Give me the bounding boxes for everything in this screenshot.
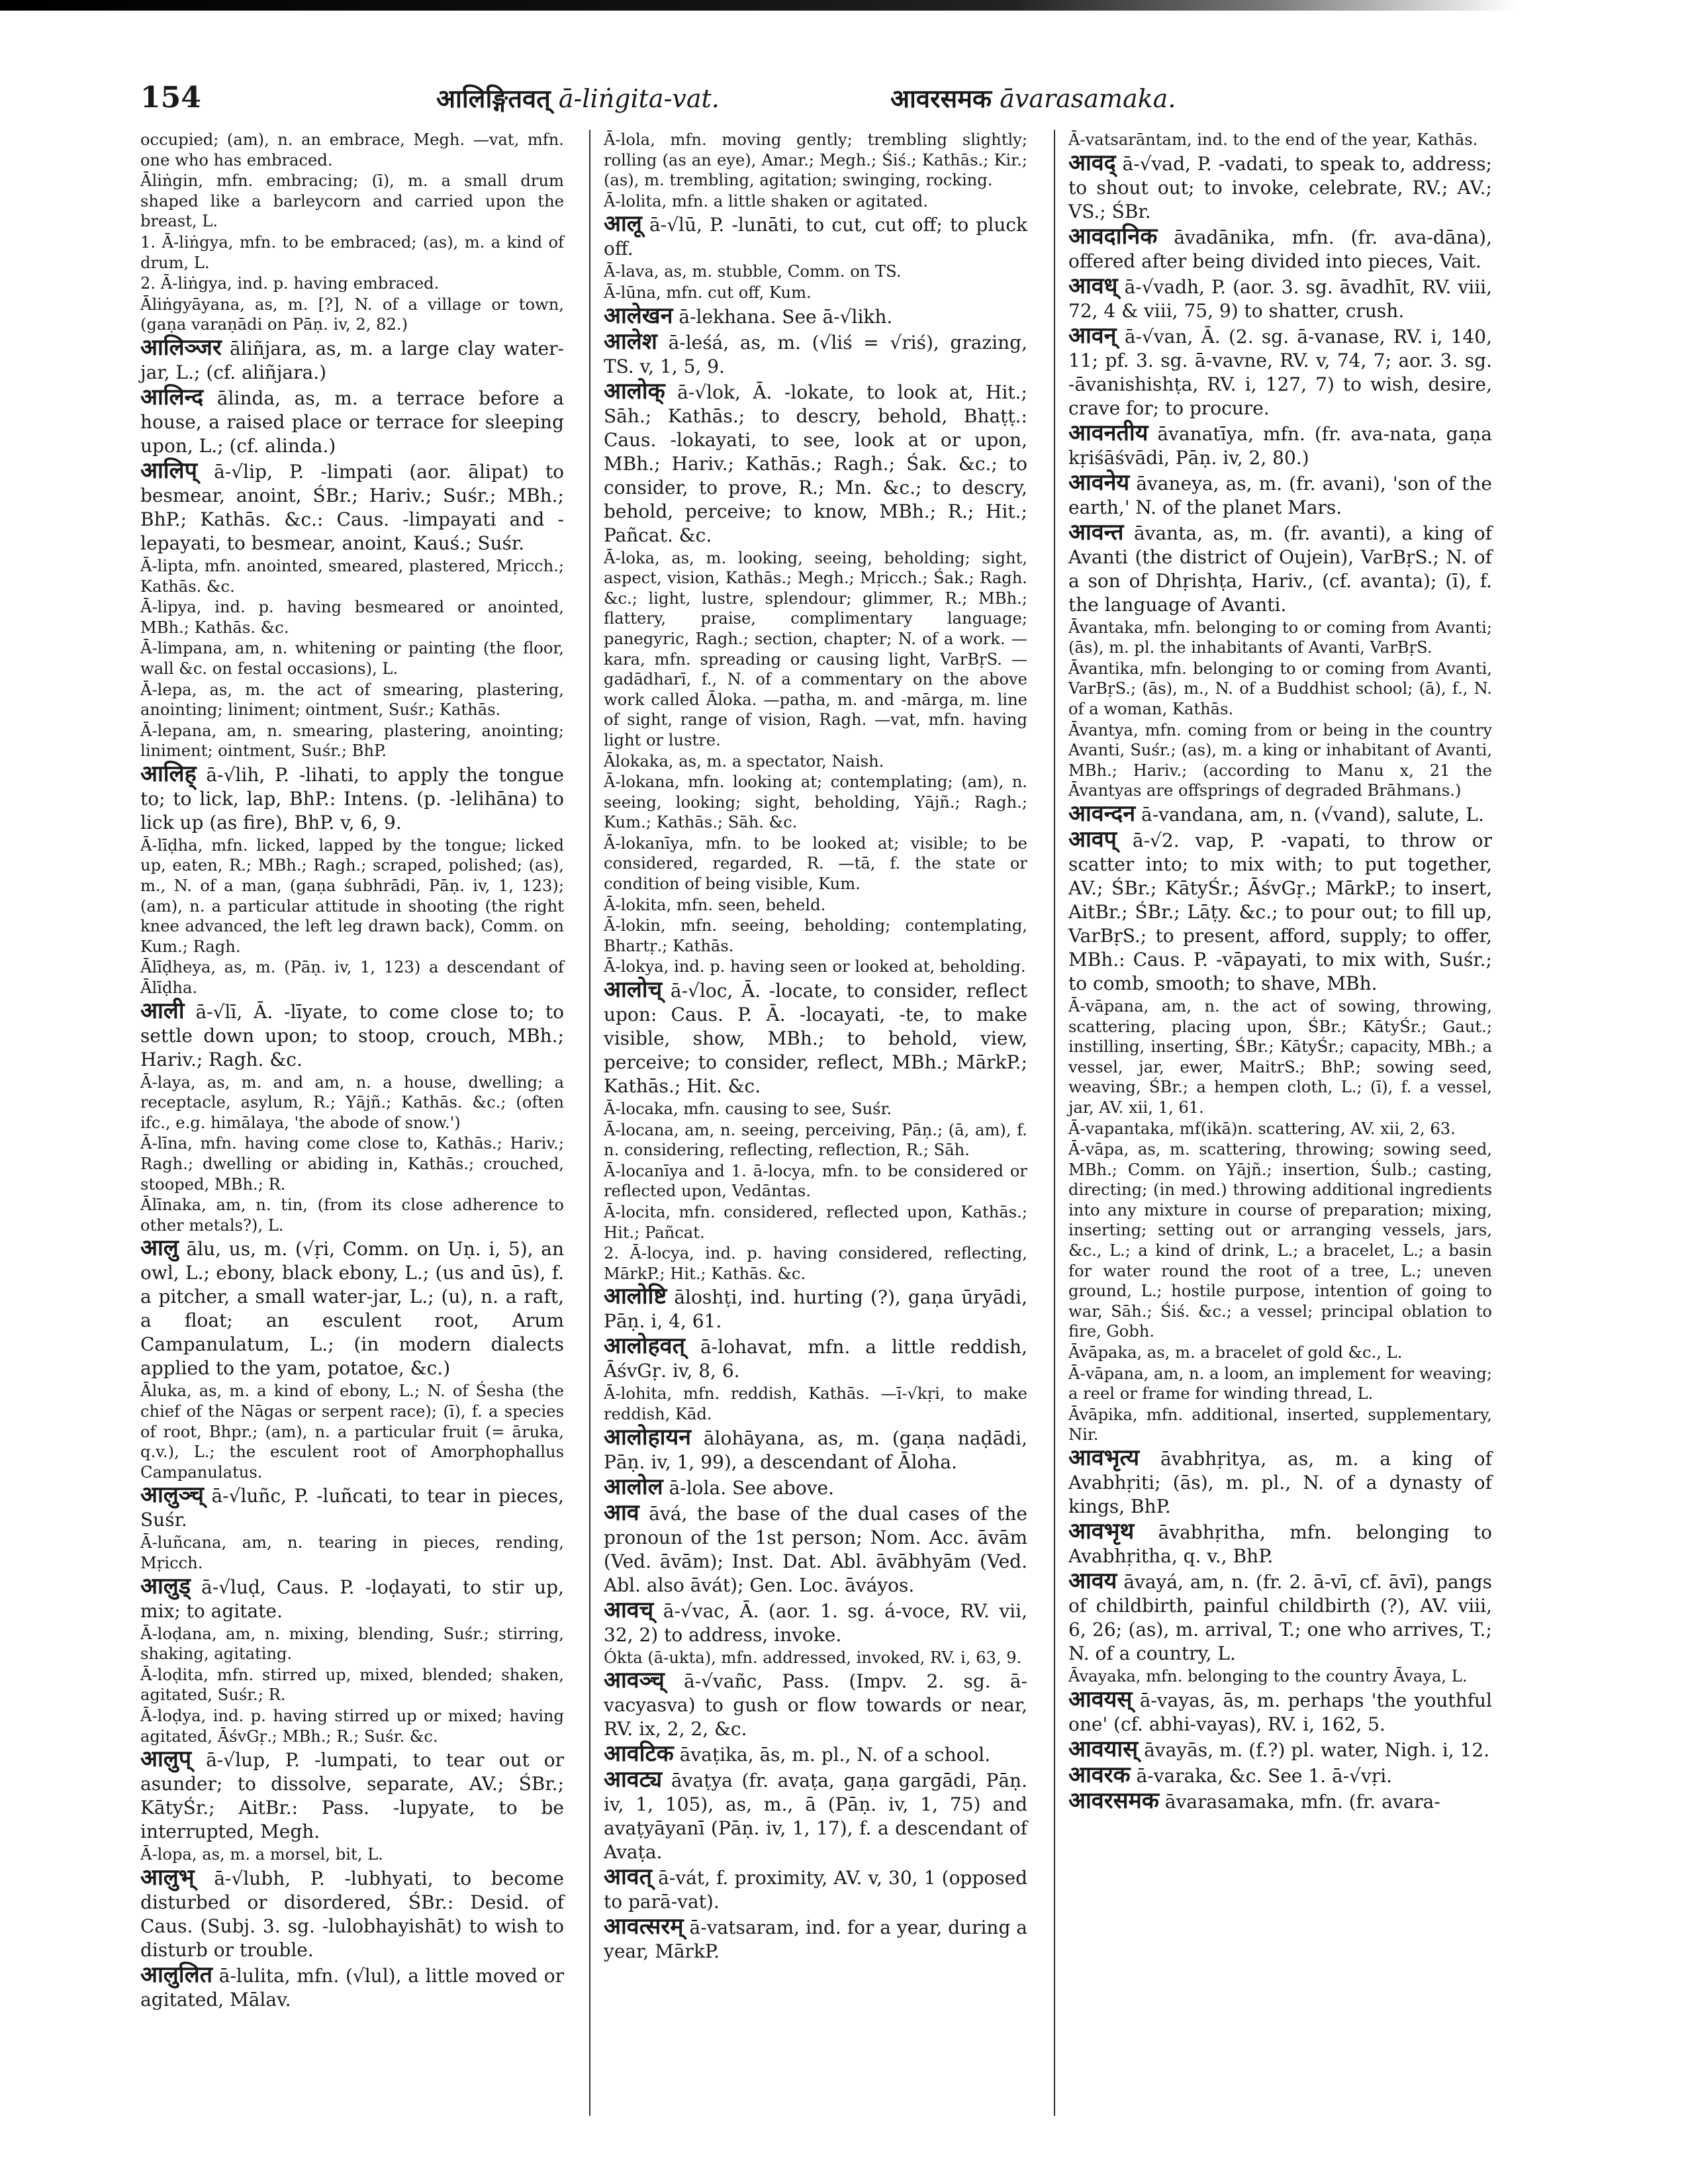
dictionary-entry: आलुड् ā-√luḍ, Caus. P. -loḍayati, to stir up, mix; to agitate. — [140, 1572, 564, 1622]
dictionary-entry: आवध् ā-√vadh, P. (aor. 3. sg. āvadhīt, RV. viii, 72, 4 & viii, 75, 9) to shatter, crush. — [1068, 272, 1492, 322]
dictionary-entry: Ā-loḍya, ind. p. having stirred up or mixed; having agitated, ĀśvGṛ.; MBh.; R.; Suśr. &c. — [140, 1706, 564, 1746]
dictionary-entry: Āliṅgin, mfn. embracing; (ī), m. a small drum shaped like a barleycorn and carried upon the breast, L. — [140, 171, 564, 231]
dictionary-entry: Ā-lohita, mfn. reddish, Kathās. —ī-√kṛi, to make reddish, Kād. — [604, 1384, 1027, 1423]
dictionary-entry: Ā-luñcana, am, n. tearing in pieces, rending, Mṛicch. — [140, 1533, 564, 1572]
dictionary-entry: Ālokaka, as, m. a spectator, Naish. — [604, 751, 884, 771]
dictionary-entry: आलिप् ā-√lip, P. -limpati (aor. ālipat) to besmear, anoint, ŚBr.; Hariv.; Suśr.; MBh.; BhP.; Kathās. &c.: Caus. -limpayati and -lepayati, to besmear, anoint, Kauś.; Suśr. — [140, 457, 564, 554]
dictionary-entry: Āvantaka, mfn. belonging to or coming from Avanti; (ās), m. pl. the inhabitants of Avanti, VarBṛS. — [1068, 618, 1492, 657]
dictionary-entry: आवन्त āvanta, as, m. (fr. avanti), a king of Avanti (the district of Oujein), VarBṛS.; N. of a son of Dhṛishṭa, Hariv., (cf. avanta); (ī), f. the language of Avanti. — [1068, 518, 1492, 616]
dictionary-entry: आली ā-√lī, Ā. -līyate, to come close to; to settle down upon; to stoop, crouch, MBh.; Hariv.; Ragh. &c. — [140, 997, 564, 1070]
dictionary-entry: आवप् ā-√2. vap, P. -vapati, to throw or scatter into; to mix with; to put together, AV.; ŚBr.; KātyŚr.; ĀśvGṛ.; MārkP.; to insert, AitBr.; ŚBr.; Lāṭy. &c.; to pour out; to fill up, VarBṛS.; to present, afford, supply; to offer, MBh.: Caus. P. -vāpayati, to mix with, Suśr.; to comb, smooth; to shave, MBh. — [1068, 826, 1492, 994]
dictionary-entry: occupied; (am), n. an embrace, Megh. —vat, mfn. one who has embraced. — [140, 130, 564, 169]
dictionary-entry: आवयस् ā-vayas, ās, m. perhaps 'the youthful one' (cf. abhi-vayas), RV. i, 162, 5. — [1068, 1685, 1492, 1735]
dictionary-entry: आलोक् ā-√lok, Ā. -lokate, to look at, Hit.; Sāh.; Kathās.; to descry, behold, Bhaṭṭ.: Caus. -lokayati, to see, look at or upon, MBh.; Hariv.; Kathās.; Ragh.; Śak. &c.; to consider, to prove, R.; Mn. &c.; to descry, behold, perceive; to know, MBh.; R.; Hit.; Pañcat. &c. — [604, 377, 1027, 546]
page-header — [140, 78, 1530, 122]
dictionary-entry: आलोच् ā-√loc, Ā. -locate, to consider, reflect upon: Caus. P. Ā. -locayati, -te, to make visible, show, MBh.; to behold, view, perceive; to consider, reflect, MBh.; MārkP.; Kathās.; Hit. &c. — [604, 976, 1027, 1098]
dictionary-entry: Ā-lokita, mfn. seen, beheld. — [604, 895, 826, 914]
column-2 — [604, 130, 1027, 1964]
dictionary-entry: आवत् ā-vát, f. proximity, AV. v, 30, 1 (opposed to parā-vat). — [604, 1864, 1027, 1913]
dictionary-entry: Ā-vāpa, as, m. scattering, throwing; sowing seed, MBh.; Comm. on Yājñ.; insertion, Śulb.; casting, directing; (in med.) throwing additional ingredients into any mixture in course of preparation; mixing, inserting; setting out or arranging vessels, jars, &c., L.; a kind of drink, L.; a bracelet, L.; a basin for water round the root of a tree, L.; uneven ground, L.; hostile purpose, intention of going to war, Sāh.; Śiś. &c.; a vessel; principal oblation to fire, Gobh. — [1068, 1140, 1492, 1341]
dictionary-entry: आवच् ā-√vac, Ā. (aor. 1. sg. á-voce, RV. vii, 32, 2) to address, invoke. — [604, 1596, 1027, 1646]
dictionary-entry: Ā-lokin, mfn. seeing, beholding; contemplating, Bhartṛ.; Kathās. — [604, 916, 1027, 955]
left-head-devanagari: आलिङ्गितवत् — [436, 83, 551, 113]
dictionary-entry: Ā-lepa, as, m. the act of smearing, plastering, anointing; liniment; ointment, Suśr.; Kathās. — [140, 680, 564, 720]
dictionary-entry: Ā-lipya, ind. p. having besmeared or anointed, MBh.; Kathās. &c. — [140, 598, 564, 637]
dictionary-entry: आलुलित ā-lulita, mfn. (√lul), a little moved or agitated, Mālav. — [140, 1961, 564, 2011]
dictionary-entry: Ā-lokya, ind. p. having seen or looked at, beholding. — [604, 957, 1026, 976]
dictionary-entry: आवभृत्य āvabhṛitya, as, m. a king of Avabhṛiti; (ās), m. pl., N. of a dynasty of kings, BhP. — [1068, 1445, 1492, 1517]
dictionary-entry: Āluka, as, m. a kind of ebony, L.; N. of Śesha (the chief of the Nāgas or serpent race); (ī), f. a species of root, Bhpr.; (am), n. a particular fruit (= āruka, q.v.), L.; the esculent root of Amorphophallus Campanulatus. — [140, 1382, 564, 1482]
dictionary-entry: आलुञ्च् ā-√luñc, P. -luñcati, to tear in pieces, Suśr. — [140, 1482, 564, 1531]
dictionary-entry: Ā-lūna, mfn. cut off, Kum. — [604, 283, 812, 302]
dictionary-entry: Ā-līḍha, mfn. licked, lapped by the tongue; licked up, eaten, R.; MBh.; Ragh.; scraped, polished; (as), m., N. of a man, (gaṇa śubhrādi, Pāṇ. iv, 1, 123); (am), n. a particular attitude in shooting (the right knee advanced, the left leg drawn back), Comm. on Kum.; Ragh. — [140, 835, 564, 956]
dictionary-entry: Ókta (ā-ukta), mfn. addressed, invoked, RV. i, 63, 9. — [604, 1648, 1022, 1667]
dictionary-entry: Ā-locana, am, n. seeing, perceiving, Pāṇ.; (ā, am), f. n. considering, reflecting, reflection, R.; Sāh. — [604, 1120, 1027, 1160]
dictionary-entry: आव āvá, the base of the dual cases of the pronoun of the 1st person; Nom. Acc. āvām (Ved. āvām); Inst. Dat. Abl. āvābhyām (Ved. Abl. also āvát); Gen. Loc. āváyos. — [604, 1499, 1027, 1596]
dictionary-entry: आलेश ā-leśá, as, m. (√liś = √riś), grazing, TS. v, 1, 5, 9. — [604, 328, 1027, 377]
dictionary-entry: आलू ā-√lū, P. -lunāti, to cut, cut off; to pluck off. — [604, 211, 1027, 260]
dictionary-entry: आवन्दन ā-vandana, am, n. (√vand), salute, L. — [1068, 800, 1484, 827]
right-head-devanagari: आवरसमक — [890, 83, 992, 113]
dictionary-entry: आलोष्टि āloshṭi, ind. hurting (?), gaṇa ūryādi, Pāṇ. i, 4, 61. — [604, 1283, 1027, 1333]
dictionary-entry: आलिन्द ālinda, as, m. a terrace before a house, a raised place or terrace for sleeping upon, L.; (cf. alinda.) — [140, 383, 564, 457]
column-divider — [589, 130, 590, 2116]
dictionary-entry: Ā-lolita, mfn. a little shaken or agitated. — [604, 191, 928, 211]
dictionary-entry: Ā-locita, mfn. considered, reflected upon, Kathās.; Hit.; Pañcat. — [604, 1203, 1027, 1242]
dictionary-entry: आवय āvayá, am, n. (fr. 2. ā-vī, cf. āvī), pangs of childbirth, painful childbirth (?), AV. viii, 6, 26; (as), m. arrival, T.; one who arrives, T.; N. of a country, L. — [1068, 1568, 1492, 1664]
dictionary-entry: आलोल ā-lola. See above. — [604, 1473, 834, 1500]
dictionary-entry: Ālīnaka, am, n. tin, (from its close adherence to other metals?), L. — [140, 1196, 564, 1235]
right-running-head — [890, 81, 1176, 115]
dictionary-entry: आलु ālu, us, m. (√ṛi, Comm. on Uṇ. i, 5), an owl, L.; ebony, black ebony, L.; (us and ūs), f. a pitcher, a small water-jar, L.; (u), n. a raft, a float; an esculent root, Arum Campanulatum, L.; (in modern dialects applied to the yam, potatoe, &c.) — [140, 1235, 564, 1380]
dictionary-entry: Āvantya, mfn. coming from or being in the country Avanti, Suśr.; (as), m. a king or inhabitant of Avanti, MBh.; Hariv.; (according to Manu x, 21 the Āvantyas are offsprings of degraded Brāhmans.) — [1068, 720, 1492, 800]
dictionary-entry: Ā-limpana, am, n. whitening or painting (the floor, wall &c. on festal occasions), L. — [140, 639, 564, 678]
dictionary-entry: Āvantika, mfn. belonging to or coming from Avanti, VarBṛS.; (ās), m., N. of a Buddhist school; (ā), f., N. of a woman, Kathās. — [1068, 659, 1492, 718]
page-number: 154 — [140, 81, 201, 115]
dictionary-entry: Āvayaka, mfn. belonging to the country Āvaya, L. — [1068, 1667, 1468, 1685]
dictionary-entry: Ā-vāpana, am, n. a loom, an implement for weaving; a reel or frame for winding thread, L. — [1068, 1364, 1492, 1403]
dictionary-entry: Ā-lava, as, m. stubble, Comm. on TS. — [604, 262, 902, 281]
dictionary-entry: Ā-lipta, mfn. anointed, smeared, plastered, Mṛicch.; Kathās. &c. — [140, 556, 564, 596]
left-head-translit: ā-liṅgita-vat. — [558, 84, 720, 113]
dictionary-entry: आवत्सरम् ā-vatsaram, ind. for a year, during a year, MārkP. — [604, 1913, 1027, 1963]
column-divider — [1054, 130, 1055, 2116]
dictionary-entry: आवनेय āvaneya, as, m. (fr. avani), 'son of the earth,' N. of the planet Mars. — [1068, 469, 1492, 518]
dictionary-entry: Ā-līna, mfn. having come close to, Kathās.; Hariv.; Ragh.; dwelling or abiding in, Kathās.; crouched, stooped, MBh.; R. — [140, 1134, 564, 1194]
dictionary-entry: आलोहायन ālohāyana, as, m. (gaṇa naḍādi, Pāṇ. iv, 1, 99), a descendant of Āloha. — [604, 1423, 1027, 1473]
dictionary-entry: Āliṅgyāyana, as, m. [?], N. of a village or town, (gaṇa varaṇādi on Pāṇ. iv, 2, 82.) — [140, 295, 564, 334]
dictionary-entry: Ā-lepana, am, n. smearing, plastering, anointing; liniment; ointment, Suśr.; BhP. — [140, 721, 564, 761]
right-head-translit: āvarasamaka. — [1000, 84, 1176, 113]
dictionary-entry: Ā-lola, mfn. moving gently; trembling slightly; rolling (as an eye), Amar.; Megh.; Śiś.; Kathās.; Kir.; (as), m. trembling, agitation; swinging, rocking. — [604, 130, 1027, 190]
dictionary-entry: आवद् ā-√vad, P. -vadati, to speak to, address; to shout out; to invoke, celebrate, RV.; AV.; VS.; ŚBr. — [1068, 149, 1492, 222]
dictionary-entry: आवन् ā-√van, Ā. (2. sg. ā-vanase, RV. i, 140, 11; pf. 3. sg. ā-vavne, RV. v, 74, 7; aor. 3. sg. -āvanishishṭa, RV. i, 127, 7) to wish, desire, crave for; to procure. — [1068, 322, 1492, 419]
dictionary-entry: Ā-loka, as, m. looking, seeing, beholding; sight, aspect, vision, Kathās.; Megh.; Mṛicch.; Śak.; Ragh. &c.; light, lustre, splendour; glimmer, R.; MBh.; flattery, praise, complimentary language; panegyric, Ragh.; section, chapter; N. of a work. —kara, mfn. spreading or causing light, VarBṛS. —gadādharī, f., N. of a commentary on the above work called Āloka. —patha, m. and -mārga, m. line of sight, range of vision, Ragh. —vat, mfn. having light or lustre. — [604, 548, 1027, 749]
dictionary-entry: Ā-locaka, mfn. causing to see, Suśr. — [604, 1100, 892, 1119]
dictionary-entry: आलेखन ā-lekhana. See ā-√likh. — [604, 302, 893, 329]
dictionary-entry: आवरसमक āvarasamaka, mfn. (fr. avara- — [1068, 1787, 1440, 1814]
dictionary-entry: Ā-lopa, as, m. a morsel, bit, L. — [140, 1845, 383, 1864]
dictionary-entry: आलोहवत् ā-lohavat, mfn. a little reddish, ĀśvGṛ. iv, 8, 6. — [604, 1333, 1027, 1382]
column-1 — [140, 130, 564, 2013]
dictionary-entry: आलुप् ā-√lup, P. -lumpati, to tear out or asunder; to dissolve, separate, AV.; ŚBr.; KātyŚr.; AitBr.: Pass. -lupyate, to be interrupted, Megh. — [140, 1746, 564, 1843]
dictionary-entry: Āvāpika, mfn. additional, inserted, supplementary, Nir. — [1068, 1405, 1492, 1445]
dictionary-entry: आवटिक āvaṭika, ās, m. pl., N. of a school. — [604, 1740, 991, 1768]
dictionary-entry: Ā-vāpana, am, n. the act of sowing, throwing, scattering, placing upon, ŚBr.; KātyŚr.; Gaut.; instilling, inserting, ŚBr.; KātyŚr.; capacity, MBh.; a vessel, jar, ewer, MaitrS.; BhP.; sowing seed, weaving, ŚBr.; a hempen cloth, L.; (ī), f. a vessel, jar, AV. xii, 1, 61. — [1068, 996, 1492, 1117]
dictionary-entry: आवयास् āvayās, m. (f.?) pl. water, Nigh. i, 12. — [1068, 1735, 1490, 1762]
left-running-head — [436, 81, 720, 115]
dictionary-entry: Ālīḍheya, as, m. (Pāṇ. iv, 1, 123) a descendant of Ālīḍha. — [140, 958, 564, 998]
dictionary-entry: Ā-lokanīya, mfn. to be looked at; visible; to be considered, regarded, R. —tā, f. the state or condition of being visible, Kum. — [604, 833, 1027, 894]
column-3 — [1068, 130, 1492, 1815]
dictionary-entry: Ā-vapantaka, mf(ikā)n. scattering, AV. xii, 2, 63. — [1068, 1119, 1456, 1138]
dictionary-entry: आवरक ā-varaka, &c. See 1. ā-√vṛi. — [1068, 1761, 1393, 1788]
dictionary-entry: आवभृथ āvabhṛitha, mfn. belonging to Avabhṛitha, q. v., BhP. — [1068, 1518, 1492, 1567]
dictionary-entry: 2. Ā-liṅgya, ind. p. having embraced. — [140, 274, 440, 293]
dictionary-entry: आलिञ्जर āliñjara, as, m. a large clay water-jar, L.; (cf. aliñjara.) — [140, 334, 564, 383]
dictionary-entry: आवट्य āvaṭya (fr. avaṭa, gaṇa gargādi, Pāṇ. iv, 1, 105), as, m., ā (Pāṇ. iv, 1, 75) and avaṭyāyanī (Pāṇ. iv, 1, 17), f. a descendant of Avaṭa. — [604, 1766, 1027, 1864]
dictionary-entry: Āvāpaka, as, m. a bracelet of gold &c., L. — [1068, 1343, 1403, 1362]
dictionary-entry: Ā-vatsarāntam, ind. to the end of the year, Kathās. — [1068, 130, 1478, 149]
dictionary-entry: Ā-loḍana, am, n. mixing, blending, Suśr.; stirring, shaking, agitating. — [140, 1624, 564, 1664]
dictionary-entry: आलुभ् ā-√lubh, P. -lubhyati, to become disturbed or disordered, ŚBr.: Desid. of Caus. (Subj. 3. sg. -lulobhayishāt) to wish to disturb or trouble. — [140, 1864, 564, 1961]
dictionary-entry: 2. Ā-locya, ind. p. having considered, reflecting, MārkP.; Hit.; Kathās. &c. — [604, 1244, 1027, 1283]
dictionary-entry: आलिह् ā-√lih, P. -lihati, to apply the tongue to; to lick, lap, BhP.: Intens. (p. -lelihāna) to lick up (as fire), BhP. v, 6, 9. — [140, 760, 564, 833]
scan-top-edge — [0, 0, 1686, 11]
dictionary-entry: Ā-laya, as, m. and am, n. a house, dwelling; a receptacle, asylum, R.; Yājñ.; Kathās. &c.; (often ifc., e.g. himālaya, 'the abode of snow.') — [140, 1072, 564, 1132]
dictionary-entry: आवनतीय āvanatīya, mfn. (fr. ava-nata, gaṇa kṛiśāśvādi, Pāṇ. iv, 2, 80.) — [1068, 419, 1492, 469]
dictionary-entry: Ā-locanīya and 1. ā-locya, mfn. to be considered or reflected upon, Vedāntas. — [604, 1161, 1027, 1201]
dictionary-entry: आवदानिक āvadānika, mfn. (fr. ava-dāna), offered after being divided into pieces, Vait. — [1068, 222, 1492, 272]
dictionary-entry: Ā-lokana, mfn. looking at; contemplating; (am), n. seeing, looking; sight, beholding, Yājñ.; Ragh.; Kum.; Kathās.; Sāh. &c. — [604, 773, 1027, 832]
dictionary-entry: Ā-loḍita, mfn. stirred up, mixed, blended; shaken, agitated, Suśr.; R. — [140, 1665, 564, 1705]
dictionary-entry: आवञ्च् ā-√vañc, Pass. (Impv. 2. sg. ā-vacyasva) to gush or flow towards or near, RV. ix, 2, 2, &c. — [604, 1667, 1027, 1740]
dictionary-entry: 1. Ā-liṅgya, mfn. to be embraced; (as), m. a kind of drum, L. — [140, 232, 564, 272]
